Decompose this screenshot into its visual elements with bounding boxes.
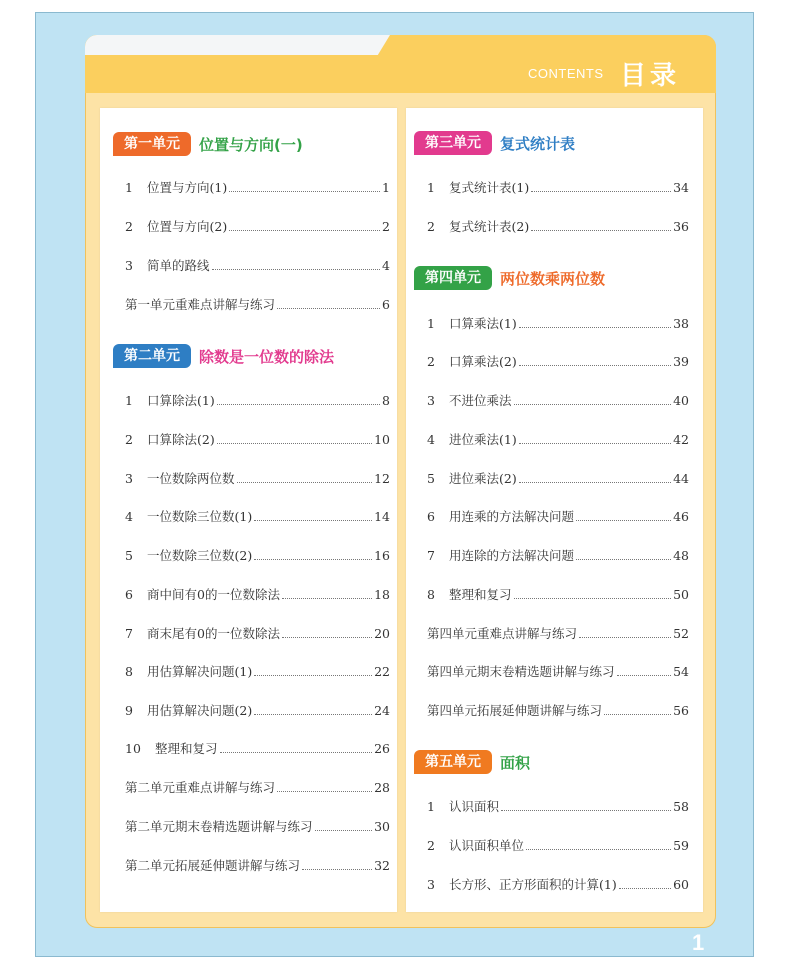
toc-entry[interactable]: [125, 217, 390, 235]
toc-entry[interactable]: [427, 875, 689, 893]
entry-number: 8: [427, 586, 435, 602]
toc-entry[interactable]: [125, 662, 390, 680]
entry-page: 18: [374, 586, 390, 602]
entry-title: 一位数除两位数: [147, 471, 235, 486]
leader-dots: [229, 222, 380, 231]
leader-dots: [526, 841, 671, 850]
entry-title: 简单的路线: [147, 258, 210, 273]
entry-number: 2: [427, 837, 435, 853]
leader-dots: [576, 551, 671, 560]
leader-dots: [617, 667, 672, 676]
toc-entry[interactable]: [427, 701, 689, 719]
toc-entry[interactable]: [427, 178, 689, 196]
entry-page: 14: [374, 508, 390, 524]
toc-entry[interactable]: [125, 391, 390, 409]
leader-dots: [217, 396, 380, 405]
entry-page: 20: [374, 625, 390, 641]
unit-2-heading: [113, 343, 334, 369]
entry-number: 2: [125, 218, 133, 234]
entry-page: 30: [374, 818, 390, 834]
entry-title: 商末尾有0的一位数除法: [147, 626, 280, 641]
leader-dots: [519, 319, 671, 328]
entry-title: 进位乘法(2): [449, 471, 517, 486]
contents-label: CONTENTS: [528, 66, 604, 81]
entry-page: 58: [673, 798, 689, 814]
entry-number: 2: [125, 431, 133, 447]
entry-page: 8: [382, 392, 390, 408]
toc-entry[interactable]: [125, 256, 390, 274]
entry-title: 第四单元拓展延伸题讲解与练习: [427, 703, 603, 718]
unit-4-heading: [414, 265, 605, 291]
entry-page: 16: [374, 547, 390, 563]
leader-dots: [277, 300, 380, 309]
toc-entry[interactable]: [427, 469, 689, 487]
toc-entry[interactable]: [427, 797, 689, 815]
leader-dots: [277, 783, 372, 792]
toc-entry[interactable]: [427, 546, 689, 564]
leader-dots: [254, 512, 372, 521]
entry-number: 7: [427, 547, 435, 563]
entry-page: 52: [673, 625, 689, 641]
entry-title: 认识面积: [449, 799, 500, 814]
entry-title: 用估算解决问题(1): [147, 664, 253, 679]
entry-page: 10: [374, 431, 390, 447]
toc-entry[interactable]: [125, 295, 390, 313]
leader-dots: [254, 551, 372, 560]
entry-page: 60: [673, 876, 689, 892]
entry-title: 复式统计表(1): [449, 180, 530, 195]
entry-page: 42: [673, 431, 689, 447]
entry-page: 22: [374, 663, 390, 679]
unit-badge: 第一单元: [113, 132, 191, 156]
toc-entry[interactable]: [125, 624, 390, 642]
unit-title: 位置与方向(一): [199, 135, 303, 154]
entry-page: 32: [374, 857, 390, 873]
toc-entry[interactable]: [125, 817, 390, 835]
unit-5-heading: [414, 749, 530, 775]
entry-number: 3: [125, 470, 133, 486]
entry-title: 用连乘的方法解决问题: [449, 509, 575, 524]
entry-number: 1: [427, 798, 435, 814]
entry-number: 4: [427, 431, 435, 447]
toc-entry[interactable]: [125, 585, 390, 603]
entry-title: 不进位乘法: [449, 393, 512, 408]
entry-title: 第四单元重难点讲解与练习: [427, 626, 578, 641]
entry-page: 44: [673, 470, 689, 486]
entry-title: 位置与方向(2): [147, 219, 228, 234]
entry-page: 28: [374, 779, 390, 795]
entry-title: 用连除的方法解决问题: [449, 548, 575, 563]
toc-entry[interactable]: [125, 430, 390, 448]
entry-number: 7: [125, 625, 133, 641]
leader-dots: [229, 183, 380, 192]
toc-entry[interactable]: [125, 739, 390, 757]
entry-page: 56: [673, 702, 689, 718]
leader-dots: [604, 706, 671, 715]
entry-page: 46: [673, 508, 689, 524]
entry-page: 34: [673, 179, 689, 195]
entry-page: 48: [673, 547, 689, 563]
entry-title: 口算乘法(2): [449, 354, 517, 369]
entry-page: 24: [374, 702, 390, 718]
entry-title: 第二单元拓展延伸题讲解与练习: [125, 858, 301, 873]
entry-title: 第四单元期末卷精选题讲解与练习: [427, 664, 615, 679]
entry-number: 1: [427, 315, 435, 331]
entry-page: 2: [382, 218, 390, 234]
unit-badge: 第三单元: [414, 131, 492, 155]
unit-3-heading: [414, 130, 575, 156]
leader-dots: [619, 880, 671, 889]
header-tab-cut: [85, 35, 390, 55]
contents-title: 目录: [620, 61, 681, 91]
entry-page: 36: [673, 218, 689, 234]
leader-dots: [315, 822, 373, 831]
entry-title: 一位数除三位数(2): [147, 548, 253, 563]
toc-entry[interactable]: [427, 585, 689, 603]
leader-dots: [282, 629, 372, 638]
toc-entry[interactable]: [125, 778, 390, 796]
toc-entry[interactable]: [427, 662, 689, 680]
entry-page: 4: [382, 257, 390, 273]
leader-dots: [519, 435, 671, 444]
entry-number: 5: [125, 547, 133, 563]
page-number: 1: [692, 930, 705, 955]
leader-dots: [501, 802, 671, 811]
toc-entry[interactable]: [427, 352, 689, 370]
entry-page: 59: [673, 837, 689, 853]
entry-title: 商中间有0的一位数除法: [147, 587, 280, 602]
unit-title: 复式统计表: [500, 134, 576, 153]
unit-badge: 第四单元: [414, 266, 492, 290]
leader-dots: [519, 474, 671, 483]
leader-dots: [531, 222, 671, 231]
leader-dots: [254, 706, 372, 715]
leader-dots: [217, 435, 372, 444]
toc-entry[interactable]: [427, 836, 689, 854]
entry-title: 进位乘法(1): [449, 432, 517, 447]
entry-title: 位置与方向(1): [147, 180, 228, 195]
toc-entry[interactable]: [125, 856, 390, 874]
entry-page: 12: [374, 470, 390, 486]
leader-dots: [519, 357, 671, 366]
entry-title: 复式统计表(2): [449, 219, 530, 234]
entry-title: 口算除法(2): [147, 432, 215, 447]
entry-page: 39: [673, 353, 689, 369]
toc-entry[interactable]: [427, 314, 689, 332]
leader-dots: [514, 590, 672, 599]
entry-page: 38: [673, 315, 689, 331]
toc-entry[interactable]: [125, 469, 390, 487]
entry-page: 54: [673, 663, 689, 679]
entry-title: 用估算解决问题(2): [147, 703, 253, 718]
leader-dots: [212, 261, 381, 270]
toc-entry[interactable]: [427, 624, 689, 642]
leader-dots: [302, 861, 372, 870]
entry-title: 整理和复习: [449, 587, 512, 602]
entry-title: 长方形、正方形面积的计算(1): [449, 877, 617, 892]
leader-dots: [254, 667, 372, 676]
entry-title: 一位数除三位数(1): [147, 509, 253, 524]
entry-number: 3: [427, 392, 435, 408]
leader-dots: [220, 744, 373, 753]
toc-entry[interactable]: [125, 546, 390, 564]
entry-title: 第一单元重难点讲解与练习: [125, 297, 276, 312]
toc-entry[interactable]: [427, 217, 689, 235]
entry-number: 8: [125, 663, 133, 679]
entry-title: 认识面积单位: [449, 838, 525, 853]
toc-entry[interactable]: [427, 430, 689, 448]
entry-title: 整理和复习: [155, 741, 218, 756]
unit-badge: 第二单元: [113, 344, 191, 368]
entry-page: 1: [382, 179, 390, 195]
entry-page: 40: [673, 392, 689, 408]
entry-page: 26: [374, 740, 390, 756]
entry-number: 3: [125, 257, 133, 273]
entry-page: 50: [673, 586, 689, 602]
unit-title: 两位数乘两位数: [500, 269, 606, 288]
entry-title: 第二单元重难点讲解与练习: [125, 780, 276, 795]
entry-number: 6: [125, 586, 133, 602]
entry-number: 2: [427, 353, 435, 369]
entry-title: 口算乘法(1): [449, 316, 517, 331]
leader-dots: [531, 183, 671, 192]
leader-dots: [237, 474, 373, 483]
toc-entry[interactable]: [125, 507, 390, 525]
entry-number: 9: [125, 702, 133, 718]
entry-title: 第二单元期末卷精选题讲解与练习: [125, 819, 313, 834]
entry-number: 10: [125, 740, 141, 756]
entry-title: 口算除法(1): [147, 393, 215, 408]
unit-1-heading: [113, 131, 303, 157]
leader-dots: [282, 590, 372, 599]
entry-number: 2: [427, 218, 435, 234]
entry-number: 1: [125, 179, 133, 195]
entry-number: 1: [427, 179, 435, 195]
entry-number: 4: [125, 508, 133, 524]
leader-dots: [514, 396, 672, 405]
toc-entry[interactable]: [125, 701, 390, 719]
leader-dots: [579, 629, 671, 638]
entry-page: 6: [382, 296, 390, 312]
entry-number: 1: [125, 392, 133, 408]
entry-number: 5: [427, 470, 435, 486]
toc-entry[interactable]: [427, 507, 689, 525]
entry-number: 3: [427, 876, 435, 892]
unit-badge: 第五单元: [414, 750, 492, 774]
unit-title: 面积: [500, 753, 531, 772]
toc-entry[interactable]: [125, 178, 390, 196]
unit-title: 除数是一位数的除法: [199, 347, 335, 366]
leader-dots: [576, 512, 671, 521]
entry-number: 6: [427, 508, 435, 524]
toc-entry[interactable]: [427, 391, 689, 409]
